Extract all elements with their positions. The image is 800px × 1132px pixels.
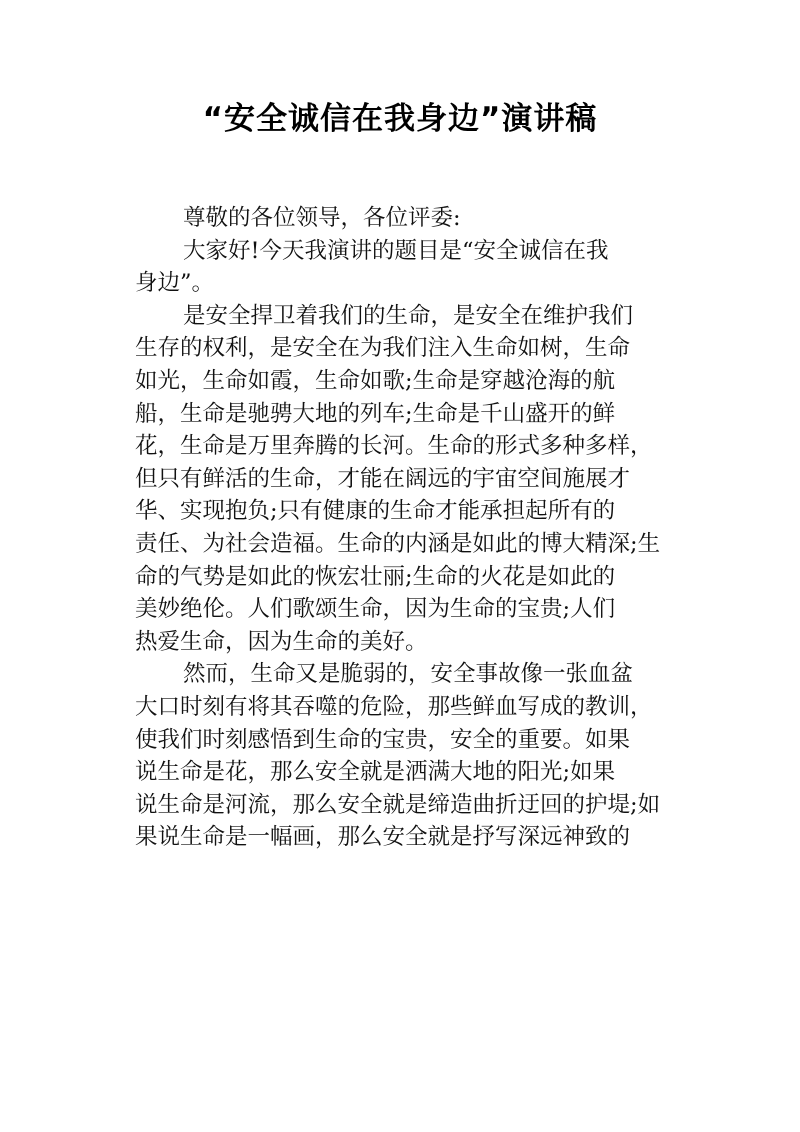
- document-body: [135, 202, 705, 854]
- text-line: 身边”。: [135, 270, 215, 297]
- text-line: 生存的权利，是安全在为我们注入生命如树，生命: [135, 335, 631, 362]
- text-line: 命的气势是如此的恢宏壮丽;生命的火花是如此的: [135, 563, 616, 590]
- text-line: 说生命是花，那么安全就是洒满大地的阳光;如果: [135, 759, 616, 786]
- text-line: 责任、为社会造福。生命的内涵是如此的博大精深;生: [135, 530, 661, 557]
- text-line: 花，生命是万里奔腾的长河。生命的形式多种多样，: [135, 433, 653, 460]
- text-line: 船，生命是驰骋大地的列车;生命是千山盛开的鲜: [135, 400, 616, 427]
- text-line: 说生命是河流，那么安全就是缔造曲折迂回的护堤;如: [135, 791, 661, 818]
- text-line: 华、实现抱负;只有健康的生命才能承担起所有的: [135, 498, 616, 525]
- text-line: 然而，生命又是脆弱的，安全事故像一张血盆: [183, 661, 634, 688]
- text-line: 果说生命是一幅画，那么安全就是抒写深远神致的: [135, 824, 631, 851]
- text-line: 使我们时刻感悟到生命的宝贵，安全的重要。如果: [135, 726, 631, 753]
- text-line: 大家好!今天我演讲的题目是“安全诚信在我: [183, 237, 609, 264]
- document-title: “安全诚信在我身边”演讲稿: [202, 101, 598, 137]
- text-line: 热爱生命，因为生命的美好。: [135, 628, 428, 655]
- salutation-line: 尊敬的各位领导，各位评委:: [183, 205, 461, 231]
- text-line: 是安全捍卫着我们的生命，是安全在维护我们: [183, 302, 634, 329]
- text-line: 如光，生命如霞，生命如歌;生命是穿越沧海的航: [135, 367, 616, 394]
- text-line: 美妙绝伦。人们歌颂生命，因为生命的宝贵;人们: [135, 596, 616, 623]
- text-line: 大口时刻有将其吞噬的危险，那些鲜血写成的教训，: [135, 693, 653, 720]
- text-line: 但只有鲜活的生命，才能在阔远的宇宙空间施展才: [135, 465, 631, 492]
